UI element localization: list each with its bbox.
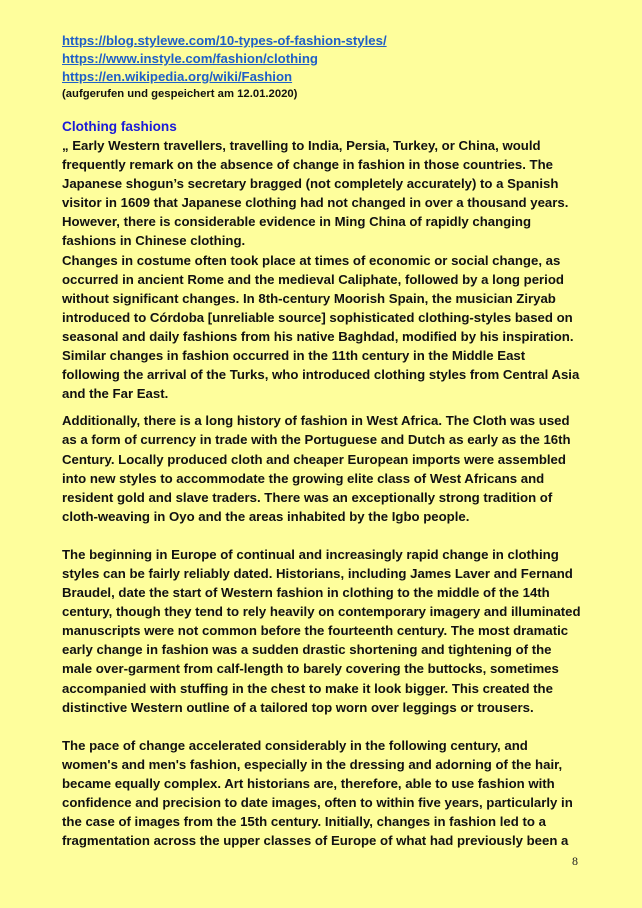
document-page xyxy=(62,32,582,850)
source-link-instyle[interactable]: https://www.instyle.com/fashion/clothing xyxy=(62,51,318,66)
source-link-wikipedia[interactable]: https://en.wikipedia.org/wiki/Fashion xyxy=(62,69,293,84)
paragraph-early-travellers: „ Early Western travellers, travelling to India, Persia, Turkey, or China, would frequently remark on the absence of change in fashion in those countries. The Japanese shogun’s secretary bragged (not completely accurately) to a Spanish visitor in 1609 that Japanese clothing had not changed in over a thousand years. However, there is considerable evidence in Ming China of rapidly changing fashions in Chinese clothing. xyxy=(62,138,569,249)
page-number: 8 xyxy=(572,854,578,868)
paragraph-costume-changes: Changes in costume often took place at times of economic or social change, as occurred in ancient Rome and the medieval Caliphate, followed by a long period without significant changes. In 8th-century Moorish Spain, the musician Ziryab introduced to Córdoba [unreliable source] sophisticated clothing-styles based on seasonal and daily fashions from his native Baghdad, modified by his inspiration. Similar changes in fashion occurred in the 11th century in the Middle East following the arrival of the Turks, who introduced clothing styles from Central Asia and the Far East. xyxy=(62,252,580,402)
source-link-stylewe[interactable]: https://blog.stylewe.com/10-types-of-fashion-styles/ xyxy=(62,33,387,48)
paragraph-west-africa: Additionally, there is a long history of fashion in West Africa. The Cloth was used as a form of currency in trade with the Portuguese and Dutch as early as the 16th Century. Locally produced cloth and cheaper European imports were assembled into new styles to accommodate the growing elite class of West Africans and resident gold and slave traders. There was an exceptionally strong tradition of cloth-weaving in Oyo and the areas inhabited by the Igbo people. xyxy=(62,413,571,524)
paragraph-europe-beginning: The beginning in Europe of continual and increasingly rapid change in clothing styles can be fairly reliably dated. Historians, including James Laver and Fernand Braudel, date the start of Western fashion in clothing to the middle of the 14th century, though they tend to rely heavily on contemporary imagery and illuminated manuscripts were not common before the fourteenth century. The most dramatic early change in fashion was a sudden drastic shortening and tightening of the male over-garment from calf-length to barely covering the buttocks, sometimes accompanied with stuffing in the chest to make it look bigger. This created the distinctive Western outline of a tailored top worn over leggings or trousers. xyxy=(62,546,581,715)
retrieved-note: (aufgerufen und gespeichert am 12.01.2020) xyxy=(62,88,298,100)
source-links xyxy=(62,32,582,86)
section-title: Clothing fashions xyxy=(62,119,177,134)
paragraph-pace-of-change: The pace of change accelerated considerably in the following century, and women's and men's fashion, especially in the dressing and adorning of the hair, became equally complex. Art historians are, therefore, able to use fashion with confidence and precision to date images, often to within five years, particularly in the case of images from the 15th century. Initially, changes in fashion led to a fragmentation across the upper classes of Europe of what had previously been a xyxy=(62,737,573,849)
